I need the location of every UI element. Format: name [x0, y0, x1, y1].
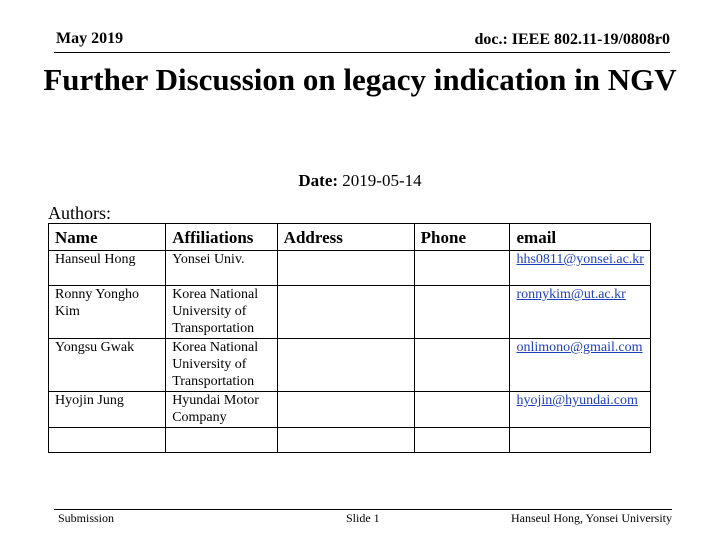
footer-author: Hanseul Hong, Yonsei University [511, 511, 672, 525]
cell-address [277, 251, 414, 286]
cell-name: Yongsu Gwak [49, 339, 166, 392]
authors-label: Authors: [48, 203, 111, 223]
table-row [49, 428, 651, 453]
cell-name: Ronny Yongho Kim [49, 286, 166, 339]
date-value: 2019-05-14 [338, 171, 422, 190]
col-header-phone: Phone [414, 224, 510, 251]
col-header-affiliations: Affiliations [166, 224, 277, 251]
col-header-name: Name [49, 224, 166, 251]
footer-slide-number: Slide 1 [346, 511, 380, 525]
footer-submission: Submission [58, 511, 115, 525]
header-divider [54, 52, 670, 53]
cell-address [277, 339, 414, 392]
header-doc-id: doc.: IEEE 802.11-19/0808r0 [474, 31, 670, 48]
cell-email-link[interactable]: onlimono@gmail.com [510, 339, 651, 392]
authors-table [48, 223, 651, 453]
cell-affiliation: Hyundai Motor Company [166, 392, 277, 428]
cell-email-link[interactable]: hhs0811@yonsei.ac.kr [510, 251, 651, 286]
col-header-address: Address [277, 224, 414, 251]
table-header-row [49, 224, 651, 251]
col-header-email: email [510, 224, 651, 251]
cell-name: Hyojin Jung [49, 392, 166, 428]
cell-address [277, 286, 414, 339]
date-label: Date: [298, 171, 339, 190]
cell-affiliation: Korea National University of Transportation [166, 339, 277, 392]
cell-address [277, 428, 414, 453]
cell-phone [414, 428, 510, 453]
date-line [0, 171, 720, 191]
cell-name [49, 428, 166, 453]
cell-email [510, 428, 651, 453]
footer-divider [54, 509, 672, 510]
cell-name: Hanseul Hong [49, 251, 166, 286]
cell-email-link[interactable]: ronnykim@ut.ac.kr [510, 286, 651, 339]
table-row [49, 339, 651, 392]
table-row [49, 286, 651, 339]
cell-phone [414, 286, 510, 339]
cell-phone [414, 339, 510, 392]
cell-affiliation [166, 428, 277, 453]
cell-email-link[interactable]: hyojin@hyundai.com [510, 392, 651, 428]
table-row [49, 392, 651, 428]
cell-phone [414, 392, 510, 428]
table-row [49, 251, 651, 286]
cell-phone [414, 251, 510, 286]
cell-address [277, 392, 414, 428]
cell-affiliation: Yonsei Univ. [166, 251, 277, 286]
cell-affiliation: Korea National University of Transportation [166, 286, 277, 339]
header-date: May 2019 [56, 30, 124, 47]
slide-title: Further Discussion on legacy indication in NGV [43, 62, 677, 97]
